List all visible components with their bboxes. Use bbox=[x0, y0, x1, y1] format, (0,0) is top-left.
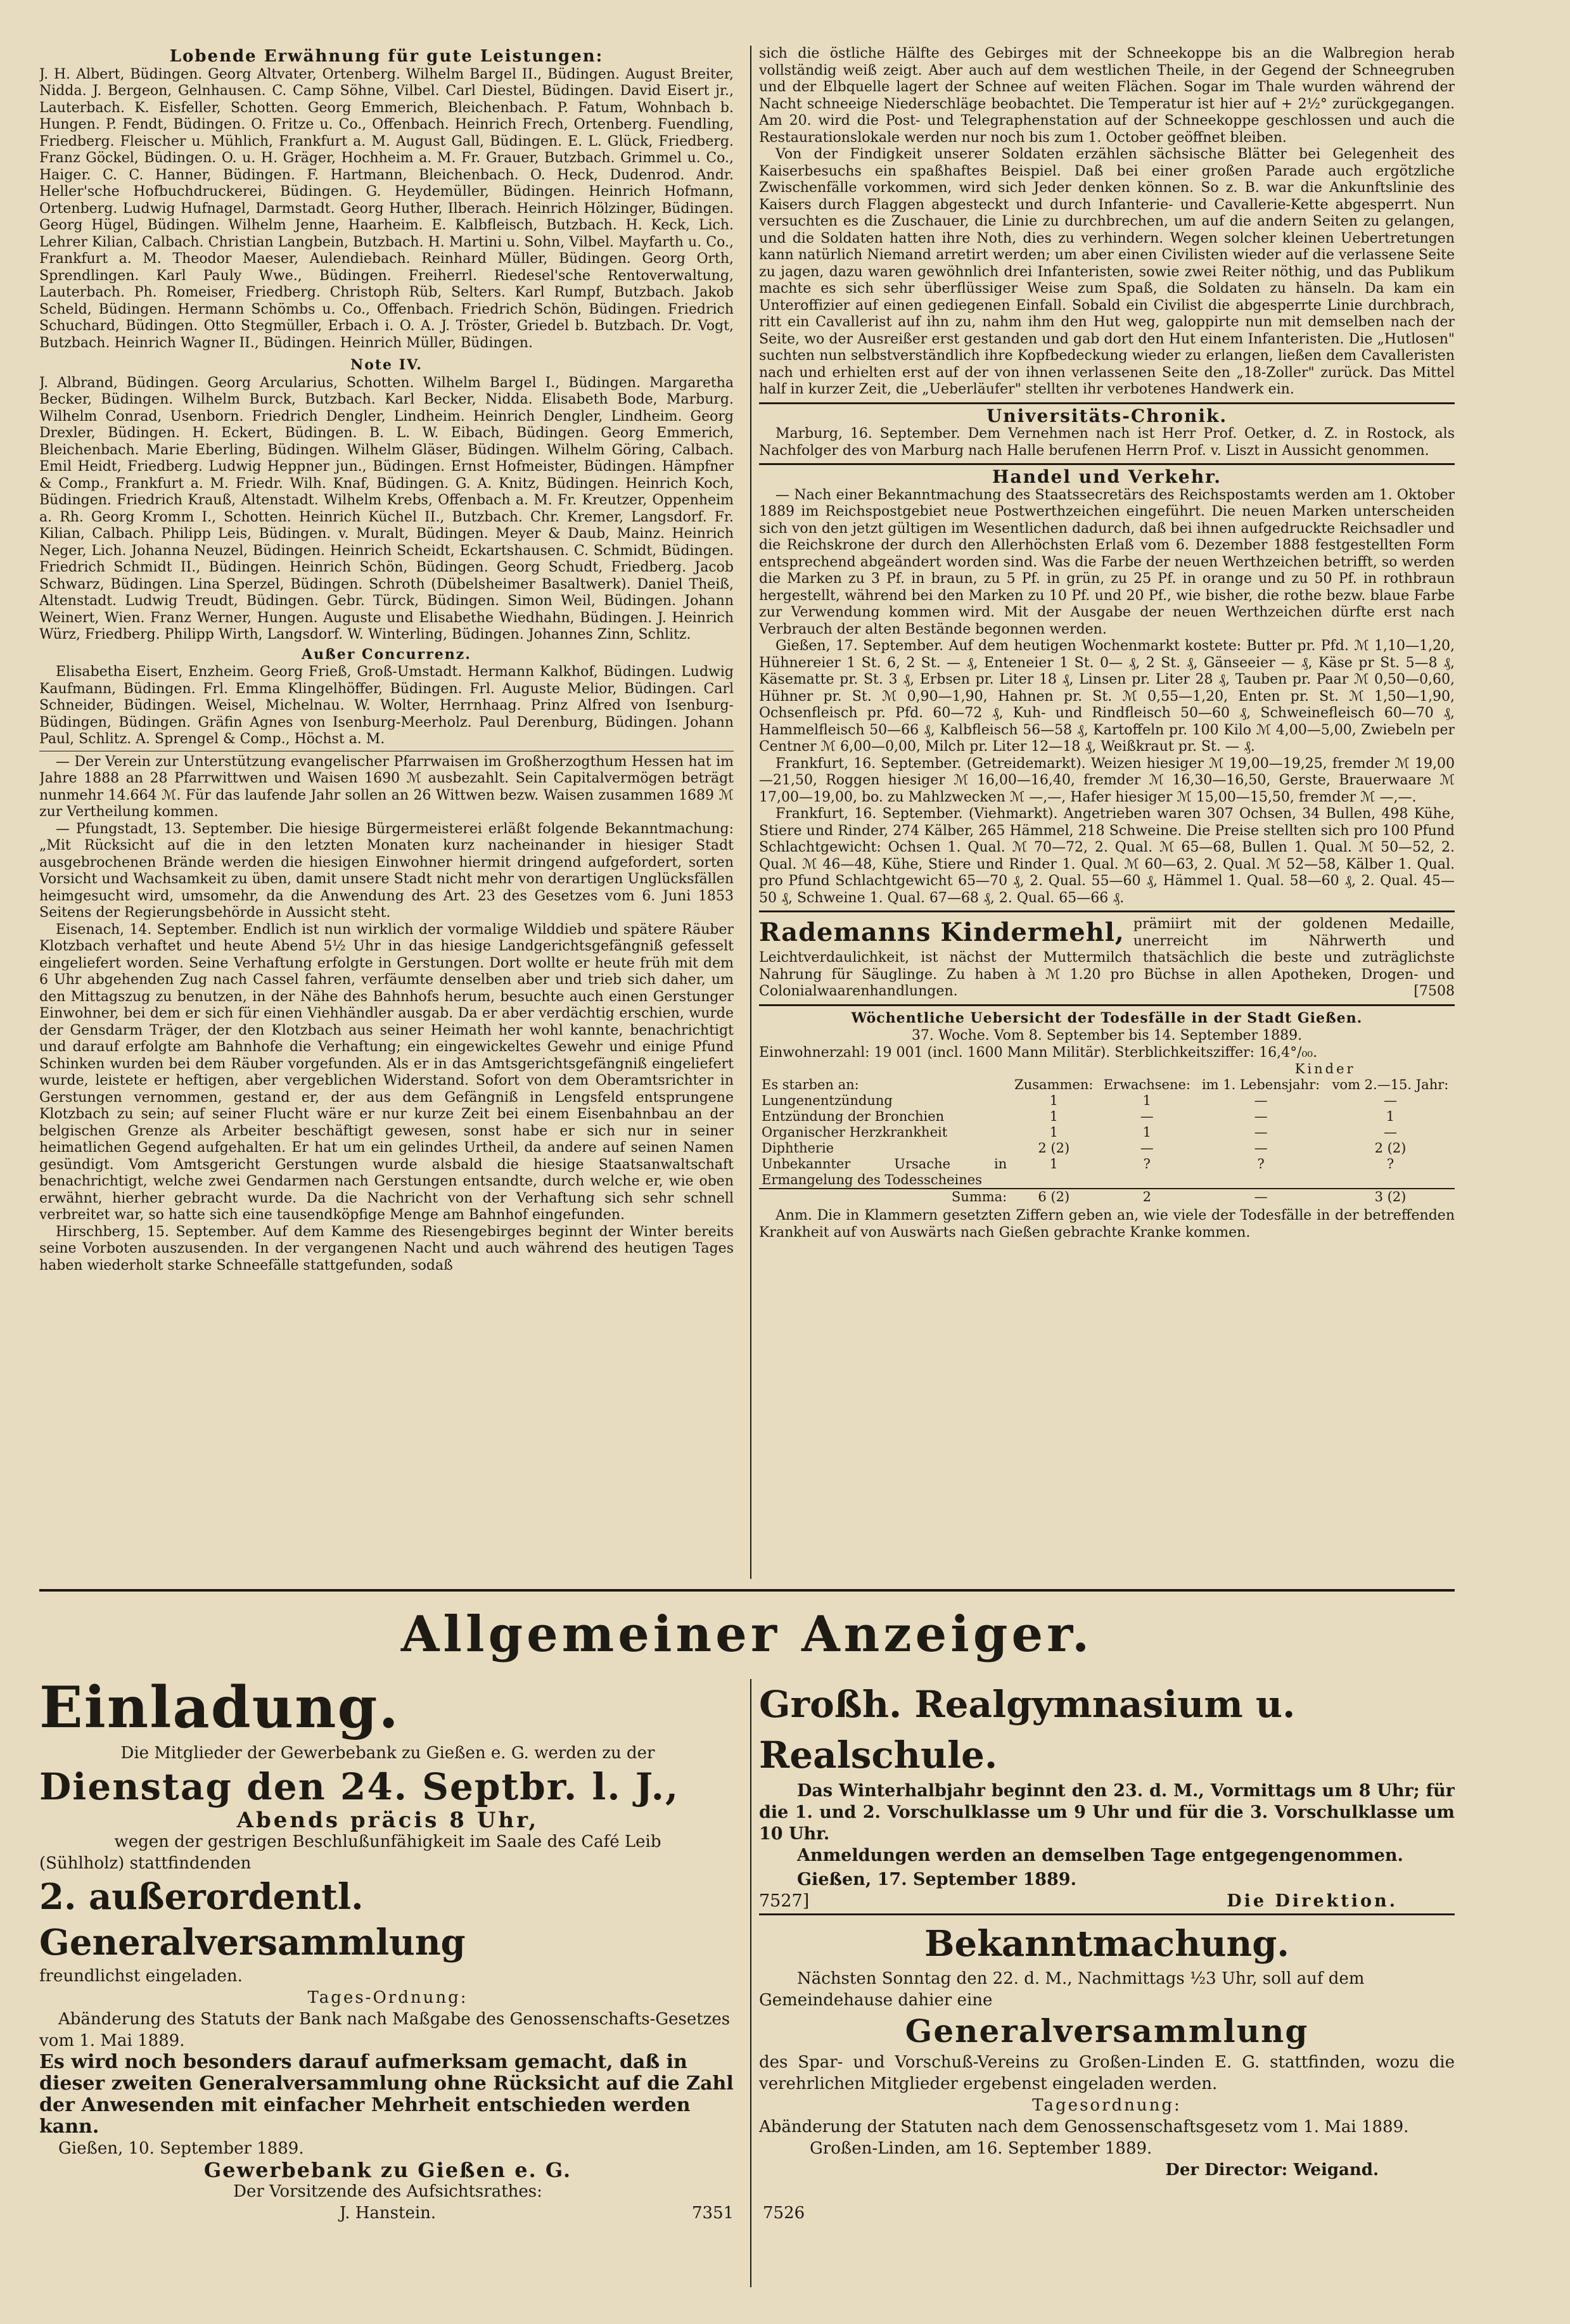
ad-bekanntmachung-event: Generalversammlung bbox=[905, 2012, 1309, 2050]
text-pfungstadt: — Pfungstadt, 13. September. Die hiesige Bürgermeisterei erläßt folgende Bekanntmachung: „Mit Rücksicht auf die in den letzten Monaten kurz nacheinander in hiesiger Stadt ausgebrochenen Brände werden die hiesigen Einwohner hiermit dringend aufgefordert, sorten Vorsicht und Wachsamkeit zu üben, damit unsere Stadt nicht mehr von derartigen Unglücksfällen heimgesucht wird, umsomehr, da die Anwendung des Art. 23 des Gesetzes vom 6. Juni 1853 Seitens der Regierungsbehörde in Aussicht steht. bbox=[39, 820, 734, 921]
column-divider bbox=[750, 46, 751, 1579]
ad-einladung bbox=[39, 1673, 736, 2300]
section-title-note4: Note IV. bbox=[350, 357, 423, 373]
stats-population: Einwohnerzahl: 19 001 (incl. 1600 Mann Militär). Sterblichkeitsziffer: 16,4°/₀₀. bbox=[759, 1044, 1318, 1061]
section-title-lobende: Lobende Erwähnung für gute Leistungen: bbox=[169, 47, 604, 66]
table-cell: Summa: bbox=[951, 1189, 1007, 1204]
divider bbox=[759, 463, 1455, 465]
table-header: Erwachsene: bbox=[1103, 1077, 1190, 1092]
text-wochenmarkt: Gießen, 17. September. Auf dem heutigen Wochenmarkt kostete: Butter pr. Pfd. ℳ 1,10—1,20, Hühnereier 1 St. 6, 2 St. — ₰, Enteneier 1 St. 0— ₰, 2 St. ₰, Gänseeier — ₰, Käse pr St. 5—8 ₰, Käsematte pr. St. 3 ₰, Erbsen pr. Liter 18 ₰, Linsen pr. Liter 28 ₰, Tauben pr. Paar ℳ 0,50—0,60, Hühner pr. St. ℳ 0,90—1,90, Hahnen pr. St. ℳ 0,55—1,20, Enten pr. St. ℳ 1,50—1,90, Ochsenfleisch pr. Pfd. 60—72 ₰, Kuh- und Rindfleisch 50—60 ₰, Schweinefleisch 60—70 ₰, Hammelfleisch 50—66 ₰, Kalbfleisch 56—58 ₰, Kartoffeln pr. 100 Kilo ℳ 4,00—5,00, Zwiebeln per Centner ℳ 6,00—0,00, Milch pr. Liter 12—18 ₰, Weißkraut pr. St. — ₰. bbox=[759, 638, 1455, 755]
ad-einladung-event: 2. außerordentl. Generalversammlung bbox=[39, 1876, 466, 1963]
ad-realgymnasium-sign: Die Direktion. bbox=[1227, 1891, 1398, 1911]
table-header: vom 2.—15. Jahr: bbox=[1332, 1077, 1449, 1092]
table-cell: 1 bbox=[1049, 1093, 1058, 1108]
table-cell: 1 bbox=[1049, 1156, 1058, 1172]
ad-einladung-agenda-title: Tages-Ordnung: bbox=[307, 1988, 468, 2007]
text-pfarrwaisen: — Der Verein zur Unterstützung evangelischer Pfarrwaisen im Großherzogthum Hessen hat im Jahre 1888 an 28 Pfarrwittwen und Waisen 1690 ℳ ausbezahlt. Sein Capitalvermögen beträgt nunmehr 14.664 ℳ. Für das laufende Jahr sollen an 26 Wittwen bezw. Waisen zusammen 1689 ℳ zur Vertheilung kommen. bbox=[39, 753, 734, 820]
anzeiger-title: Allgemeiner Anzeiger. bbox=[400, 1606, 1094, 1663]
ad-rademann-number: [7508 bbox=[1414, 983, 1455, 999]
ad-einladung-date: Dienstag den 24. Septbr. l. J., bbox=[39, 1765, 680, 1808]
page-divider bbox=[39, 1589, 1455, 1592]
ad-bekanntmachung-sign: Der Director: Weigand. bbox=[1165, 2161, 1379, 2180]
table-header: im 1. Lebensjahr: bbox=[1201, 1077, 1320, 1092]
table-row-sum bbox=[759, 1189, 1455, 1205]
text-hirschberg-cont: sich die östliche Hälfte des Gebirges mit der Schneekoppe bis an die Walbregion herab vollständig weiß zeigt. Aber auch auf dem westlichen Theile, in der Gegend der Schneegruben und der Elbquelle lagert der Schnee auf weiten Flächen. Sogar im Thale wurden während der Nacht schneeige Niederschläge beobachtet. Die Temperatur ist hier auf + 2½° zurückgegangen. Am 20. wird die Post- und Telegraphenstation auf der Schneekoppe geschlossen und auch die Restaurationslokale werden nur noch bis zum 1. October geöffnet bleiben. bbox=[759, 46, 1455, 146]
ad-bekanntmachung-text: des Spar- und Vorschuß-Vereins zu Großen-Linden E. G. stattfinden, wozu die verehrlichen Mitglieder ergebenst eingeladen werden. bbox=[759, 2053, 1455, 2093]
ad-realgymnasium bbox=[759, 1679, 1455, 1945]
stats-table bbox=[759, 1061, 1455, 1205]
text-note4: J. Albrand, Büdingen. Georg Arcularius, Schotten. Wilhelm Bargel I., Büdingen. Margaretha Becker, Büdingen. Wilhelm Burck, Butzbach. Karl Becker, Nidda. Elisabeth Bode, Marburg. Wilhelm Conrad, Usenborn. Friedrich Dengler, Lindheim. Heinrich Dengler, Lindheim. Georg Drexler, Büdingen. H. Eckert, Büdingen. B. L. W. Eibach, Büdingen. Georg Emmerich, Bleichenbach. Marie Eberling, Büdingen. Wilhelm Gläser, Büdingen. Wilhelm Göring, Calbach. Emil Heidt, Friedberg. Ludwig Heppner jun., Büdingen. Ernst Hofmeister, Büdingen. Hämpfner & Comp., Frankfurt a. M. Friedr. Wilh. Knaf, Büdingen. G. A. Knitz, Büdingen. Heinrich Koch, Büdingen. Friedrich Krauß, Altenstadt. Wilhelm Krebs, Offenbach a. M. Fr. Kreutzer, Oppenheim a. Rh. Georg Kromm I., Schotten. Heinrich Küchel II., Butzbach. Chr. Kremer, Langsdorf. Fr. Kilian, Calbach. Philipp Leis, Büdingen. v. Muralt, Büdingen. Meyer & Daub, Mainz. Heinrich Neger, Lich. Johanna Neuzel, Büdingen. Heinrich Scheidt, Eckartshausen. C. Schmidt, Büdingen. Friedrich Schmidt II., Büdingen. Heinrich Schön, Büdingen. Georg Schudt, Friedberg. Jacob Schwarz, Büdingen. Lina Sperzel, Büdingen. Schroth (Dübelsheimer Basaltwerk). Daniel Theiß, Altenstadt. Ludwig Treudt, Büdingen. Gebr. Türck, Büdingen. Simon Weil, Büdingen. Johann Weinert, Wien. Franz Werner, Hungen. Auguste und Elisabethe Wiedhahn, Büdingen. J. Heinrich Würz, Friedberg. Philipp Wirth, Langsdorf. W. Winterling, Büdingen. Johannes Zinn, Schlitz. bbox=[39, 374, 734, 642]
table-cell: Lungenentzündung bbox=[762, 1093, 893, 1108]
ad-einladung-notice: Es wird noch besonders darauf aufmerksam gemacht, daß in dieser zweiten Generalversammlung ohne Rücksicht auf die Zahl der Anwesenden mit einfacher Mehrheit entschieden werden kann. bbox=[39, 2051, 734, 2138]
table-cell: 2 (2) bbox=[1374, 1140, 1407, 1156]
ad-einladung-agenda: Abänderung des Statuts der Bank nach Maßgabe des Genossenschafts-Gesetzes vom 1. Mai 1889. bbox=[39, 2010, 731, 2050]
left-column bbox=[39, 46, 734, 1579]
table-row bbox=[759, 1109, 1455, 1125]
ad-bekanntmachung bbox=[759, 1920, 1455, 2300]
ad-bekanntmachung-agenda-title: Tagesordnung: bbox=[1032, 2096, 1182, 2115]
table-cell: ? bbox=[1257, 1156, 1265, 1172]
ad-bekanntmachung-title: Bekanntmachung. bbox=[924, 1923, 1289, 1965]
table-cell: — bbox=[1254, 1189, 1268, 1204]
table-row bbox=[759, 1061, 1455, 1077]
column-divider bbox=[750, 1679, 751, 2287]
ad-bekanntmachung-agenda: Abänderung der Statuten nach dem Genossenschaftsgesetz vom 1. Mai 1889. bbox=[759, 2117, 1409, 2136]
table-header: Es starben an: bbox=[762, 1077, 859, 1092]
table-cell: — bbox=[1140, 1109, 1154, 1124]
text-lobende: J. H. Albert, Büdingen. Georg Altvater, Ortenberg. Wilhelm Bargel II., Büdingen. August Breiter, Nidda. J. Bergeon, Gelnhausen. C. Camp Söhne, Vilbel. Carl Diestel, Büdingen. David Eisert jr., Lauterbach. K. Eisfeller, Schotten. Georg Emmerich, Bleichenbach. P. Fatum, Wohnbach b. Hungen. P. Fendt, Büdingen. O. Fritze u. Co., Offenbach. Heinrich Frech, Ortenberg. Fuendling, Friedberg. Fleischer u. Mühlich, Frankfurt a. M. August Gall, Büdingen. E. L. Glück, Friedberg. Franz Göckel, Büdingen. O. u. H. Gräger, Hochheim a. M. Fr. Grauer, Butzbach. Grimmel u. Co., Haiger. C. C. Hanner, Büdingen. F. Hartmann, Bleichenbach. O. Heck, Dudenrod. Andr. Heller'sche Hofbuchdruckerei, Büdingen. G. Heydemüller, Büdingen. Heinrich Hofmann, Ortenberg. Ludwig Hufnagel, Darmstadt. Georg Huther, Ilberach. Heinrich Hölzinger, Büdingen. Georg Hügel, Büdingen. Wilhelm Jenne, Haarheim. E. Kalbfleisch, Butzbach. H. Keck, Lich. Lehrer Kilian, Calbach. Christian Langbein, Butzbach. H. Martini u. Sohn, Vilbel. Mayfarth u. Co., Frankfurt a. M. Theodor Maeser, Aulendiebach. Reinhard Müller, Büdingen. Georg Orth, Sprendlingen. Karl Pauly Wwe., Büdingen. Freiherrl. Riedesel'sche Rentoverwaltung, Lauterbach. Ph. Romeiser, Friedberg. Christoph Rüb, Selters. Karl Rumpf, Butzbach. Jakob Scheld, Büdingen. Hermann Schömbs u. Co., Offenbach. Friedrich Schön, Büdingen. Friedrich Schuchard, Büdingen. Otto Stegmüller, Erbach i. O. A. J. Tröster, Griedel b. Butzbach. Dr. Vogt, Butzbach. Heinrich Wagner II., Büdingen. Heinrich Müller, Büdingen. bbox=[39, 66, 734, 351]
table-cell: — bbox=[1383, 1093, 1397, 1108]
text-universitaet: Marburg, 16. September. Dem Vernehmen nach ist Herr Prof. Oetker, d. Z. in Rostock, als Nachfolger des von Marburg nach Halle berufenen Herrn Prof. v. Liszt in Aussicht genommen. bbox=[759, 426, 1455, 459]
table-cell: ? bbox=[1386, 1156, 1394, 1172]
table-cell: Unbekannter Ursache in Ermangelung des Todesscheines bbox=[762, 1156, 1007, 1187]
ad-bekanntmachung-text: Nächsten Sonntag den 22. d. M., Nachmittags ½3 Uhr, soll auf dem Gemeindehause dahier eine bbox=[759, 1969, 1365, 2010]
table-cell: ? bbox=[1143, 1156, 1151, 1172]
ad-bekanntmachung-place-date: Großen-Linden, am 16. September 1889. bbox=[810, 2139, 1152, 2158]
ad-realgymnasium-text: Anmeldungen werden an demselben Tage entgegengenommen. bbox=[797, 1846, 1403, 1865]
text-hirschberg: Hirschberg, 15. September. Auf dem Kamme des Riesengebirges beginnt der Winter bereits seine Vorboten auszusenden. In der vergangenen Nacht und auch während des heutigen Tages haben wiederholt starke Schneefälle stattgefunden, sodaß bbox=[39, 1223, 734, 1274]
table-row bbox=[759, 1125, 1455, 1140]
right-column bbox=[759, 46, 1455, 1579]
text-soldaten: Von der Findigkeit unserer Soldaten erzählen sächsische Blätter bei Gelegenheit des Kaiserbesuchs ein spaßhaftes Beispiel. Daß bei einer großen Parade auch ergötzliche Zwischenfälle vorkommen, wird sich Jeder denken können. So z. B. war die Ankunftslinie des Kaisers durch Flaggen abgesteckt und durch Infanterie- und Cavallerie-Kette abgesperrt. Nun versuchten es die Zuschauer, die Linie zu durchbrechen, um auf die andern Seiten zu gelangen, und die Soldaten hatten ihre Noth, dies zu verhindern. Wegen solcher kleinen Uebertretungen kann natürlich Niemand arretirt werden; um aber einen Civilisten wieder auf die verlassene Seite zu jagen, dazu waren gewöhnlich drei Infanteristen, sowie zwei Reiter nöthig, und das Publikum machte es sich sehr überflüssiger Weise zum Spaß, die Soldaten zu hänseln. Da kam ein Unteroffizier auf einen gediegenen Einfall. Sobald ein Civilist die abgesperrte Linie durchbrach, ritt ein Cavallerist auf ihn zu, nahm ihm den Hut weg, galoppirte nun mit demselben nach der Seite, wo der Ausreißer erst gestanden und gab dort den Hut einem Infanteristen. Die „Hutlosen" suchten nun selbstverständlich ihre Kopfbedeckung wieder zu erlangen, ließen dem Cavalleristen nach und erhielten erst auf der von ihnen verlassenen Seite den „18-Zoller" zurück. Das Mittel half in kurzer Zeit, die „Ueberläufer" stellten ihr verbotenes Handwerk ein. bbox=[759, 146, 1455, 397]
ad-einladung-line: Die Mitglieder der Gewerbebank zu Gießen e. G. werden zu der bbox=[120, 1744, 655, 1763]
ad-number-right: 7526 bbox=[763, 2204, 805, 2223]
table-cell: 1 bbox=[1049, 1125, 1058, 1140]
table-cell: — bbox=[1383, 1125, 1397, 1140]
ad-einladung-signatory-title: Der Vorsitzende des Aufsichtsrathes: bbox=[233, 2182, 542, 2201]
ad-realgymnasium-footer bbox=[759, 1891, 1455, 1912]
divider bbox=[759, 402, 1455, 404]
ad-einladung-line: wegen der gestrigen Beschlußunfähigkeit im Saale des Café Leib bbox=[114, 1832, 661, 1851]
table-cell: — bbox=[1140, 1140, 1154, 1156]
ad-einladung-title: Einladung. bbox=[39, 1674, 400, 1741]
text-ausser: Elisabetha Eisert, Enzheim. Georg Frieß, Groß-Umstadt. Hermann Kalkhof, Büdingen. Ludwig Kaufmann, Büdingen. Frl. Emma Klingelhöffer, Büdingen. Frl. Auguste Melior, Büdingen. Carl Schneider, Büdingen. Weisel, Michelnau. W. Wolter, Herrnhaag. Prinz Alfred von Isenburg-Büdingen, Büdingen. Gräfin Agnes von Isenburg-Meerholz. Paul Derenburg, Büdingen. Johann Paul, Schlitz. A. Sprengel & Comp., Höchst a. M. bbox=[39, 664, 734, 747]
ad-realgymnasium-date: Gießen, 17. September 1889. bbox=[797, 1870, 1076, 1889]
table-row bbox=[759, 1140, 1455, 1156]
stats-note: Anm. Die in Klammern gesetzten Ziffern geben an, wie viele der Todesfälle in der betreffenden Krankheit auf von Auswärts nach Gießen gebrachte Kranke kommen. bbox=[759, 1208, 1455, 1241]
ad-realgymnasium-title: Großh. Realgymnasium u. Realschule. bbox=[759, 1683, 1296, 1777]
table-cell: — bbox=[1254, 1093, 1268, 1108]
table-cell: 3 (2) bbox=[1374, 1189, 1407, 1204]
table-cell: 1 bbox=[1142, 1093, 1151, 1108]
table-row bbox=[759, 1093, 1455, 1109]
text-postwerthzeichen: — Nach einer Bekanntmachung des Staatssecretärs des Reichspostamts werden am 1. Oktober 1889 im Reichspostgebiet neue Postwerthzeichen eingeführt. Die neuen Marken unterscheiden sich von den jetzt gültigen im Wesentlichen dadurch, daß bei ihnen aufgedruckte Reichsadler und die Reichskrone der durch den Allerhöchsten Erlaß vom 6. Dezember 1888 festgestellten Form entsprechend abgeändert worden sind. Was die Farbe der neuen Werthzeichen betrifft, so werden die Marken zu 3 Pf. in braun, zu 5 Pf. in grün, zu 25 Pf. in orange und zu 50 Pf. in rothbraun hergestellt, während bei den Marken zu 10 Pf. und 20 Pf., wie bisher, die rothe bezw. blaue Farbe zur Verwendung kommen wird. Mit der Ausgabe der neuen Werthzeichen dürfte erst nach Verbrauch der alten Bestände begonnen werden. bbox=[759, 487, 1455, 637]
death-stats bbox=[759, 1010, 1455, 1242]
table-cell: 1 bbox=[1142, 1125, 1151, 1140]
table-cell: Entzündung der Bronchien bbox=[762, 1109, 945, 1124]
table-cell: 1 bbox=[1386, 1109, 1395, 1124]
ad-rademann-text: prämiirt mit der goldenen Medaille, unerreicht im Nährwerth und Leichtverdaulichkeit, ist nächst der Muttermilch thatsächlich die beste und zuträglichste Nahrung für Säuglinge. Zu haben à ℳ 1.20 pro Büchse in allen Apotheken, Drogen- und Colonialwaarenhandlungen. bbox=[759, 916, 1455, 999]
section-title-universitaet: Universitäts-Chronik. bbox=[986, 405, 1228, 426]
section-title-handel: Handel und Verkehr. bbox=[992, 466, 1222, 487]
divider bbox=[759, 1004, 1455, 1006]
table-cell: — bbox=[1254, 1125, 1268, 1140]
table-cell: — bbox=[1254, 1140, 1268, 1156]
ad-realgymnasium-number: 7527] bbox=[759, 1891, 810, 1911]
table-cell: Organischer Herzkrankheit bbox=[762, 1125, 948, 1140]
table-cell: 6 (2) bbox=[1038, 1189, 1070, 1204]
table-cell: 2 (2) bbox=[1038, 1140, 1070, 1156]
table-cell: 1 bbox=[1049, 1109, 1058, 1124]
ad-number-left: 7351 bbox=[692, 2204, 734, 2223]
text-getreidemarkt: Frankfurt, 16. September. (Getreidemarkt). Weizen hiesiger ℳ 19,00—19,25, fremder ℳ 19,00—21,50, Roggen hiesiger ℳ 16,00—16,40, fremder ℳ 16,30—16,50, Gerste, Brauerwaare ℳ 17,00—19,00, bo. zu Mahlzwecken ℳ —,—, Hafer hiesiger ℳ 15,00—15,50, fremder ℳ —,—. bbox=[759, 755, 1455, 805]
table-header: Zusammen: bbox=[1014, 1077, 1094, 1092]
table-cell: — bbox=[1254, 1109, 1268, 1124]
text-viehmarkt: Frankfurt, 16. September. (Viehmarkt). Angetrieben waren 307 Ochsen, 34 Bullen, 498 Kühe, Stiere und Rinder, 274 Kälber, 265 Hämmel, 218 Schweine. Die Preise stellten sich pro 100 Pfund Schlachtgewicht: Ochsen 1. Qual. ℳ 70—72, 2. Qual. ℳ 65—68, Bullen 1. Qual. ℳ 50—52, 2. Qual. ℳ 46—48, Kühe, Stiere und Rinder 1. Qual. ℳ 60—63, 2. Qual. ℳ 52—58, Kälber 1. Qual. pro Pfund Schlachtgewicht 65—70 ₰, 2. Qual. 55—60 ₰, Hämmel 1. Qual. 58—60 ₰, 2. Qual. 45—50 ₰, Schweine 1. Qual. 67—68 ₰, 2. Qual. 65—66 ₰. bbox=[759, 806, 1455, 906]
table-header-kinder: Kinder bbox=[1294, 1061, 1356, 1076]
ad-rademann bbox=[759, 916, 1455, 1000]
table-row bbox=[759, 1156, 1455, 1189]
ad-einladung-place-date: Gießen, 10. September 1889. bbox=[58, 2139, 304, 2158]
text-eisenach: Eisenach, 14. September. Endlich ist nun wirklich der vormalige Wilddieb und spätere Räuber Klotzbach verhaftet und heute Abend 5½ Uhr in das hiesige Landgerichtsgefängniß gefesselt eingeliefert worden. Seine Verhaftung erfolgte in Gerstungen. Dort wollte er heute früh mit dem 6 Uhr abgehenden Zug nach Cassel fahren, verfäumte denselben aber und trieb sich daher, um den Mittagszug zu benutzen, in der Nähe des Bahnhofs herum, besuchte auch einen Gerstunger Einwohner, bei dem er sich für einen Viehhändler ausgab. Da er aber verdächtig erschien, wurde der Gensdarm Träger, der den Klotzbach aus seiner Heimath her wohl kannte, benachrichtigt und darauf erfolgte am Bahnhofe die Verhaftung; ein eingewickeltes Gewehr und einige Pfund Schinken wurden bei dem Räuber vorgefunden. Als er in das Amtsgerichtsgefängniß eingeliefert wurde, leistete er heftigen, aber vergeblichen Widerstand. Sofort von dem Oberamtsrichter in Gerstungen vernommen, gestand er, der aus dem Gefängniß in Lengsfeld entsprungene Klotzbach zu sein; auf seiner Flucht wäre er nur kurze Zeit bei einem Eisenbahnbau an der belgischen Grenze als Arbeiter beschäftigt gewesen, sonst habe er sich nur in seiner heimatlichen Gegend aufgehalten. Er hat um ein gelindes Urtheil, da andere auf seinen Namen gesündigt. Vom Amtsgericht Gerstungen wurde alsbald die hiesige Staatsanwaltschaft benachrichtigt, welche zwei Gendarmen nach Gerstungen entsandte, durch welche er, wie oben erwähnt, hierher gebracht wurde. Da die Nachricht von der Verhaftung sich sehr schnell verbreitet war, so hatte sich eine tausendköpfige Menge am Bahnhof eingefunden. bbox=[39, 921, 734, 1223]
stats-title: Wöchentliche Uebersicht der Todesfälle in der Stadt Gießen. bbox=[851, 1009, 1363, 1026]
section-title-ausser: Außer Concurrenz. bbox=[302, 646, 471, 663]
table-row bbox=[759, 1077, 1455, 1093]
ad-einladung-time: Abends präcis 8 Uhr, bbox=[236, 1808, 539, 1833]
table-cell: Diphtherie bbox=[762, 1140, 834, 1156]
ad-einladung-signatory: J. Hanstein. bbox=[339, 2204, 437, 2223]
table-cell: 2 bbox=[1142, 1189, 1151, 1204]
ad-einladung-org: Gewerbebank zu Gießen e. G. bbox=[203, 2158, 572, 2182]
ad-rademann-title: Rademanns Kindermehl, bbox=[759, 917, 1125, 947]
stats-week: 37. Woche. Vom 8. September bis 14. September 1889. bbox=[911, 1028, 1303, 1044]
ad-divider bbox=[759, 1913, 1455, 1915]
ad-realgymnasium-text: Das Winterhalbjahr beginnt den 23. d. M., Vormittags um 8 Uhr; für die 1. und 2. Vorschulklasse um 9 Uhr und für die 3. Vorschulklasse um 10 Uhr. bbox=[759, 1781, 1455, 1844]
ad-einladung-line: (Sühlholz) stattfindenden bbox=[39, 1854, 252, 1873]
ad-einladung-line: freundlichst eingeladen. bbox=[39, 1967, 243, 1986]
divider bbox=[759, 910, 1455, 912]
